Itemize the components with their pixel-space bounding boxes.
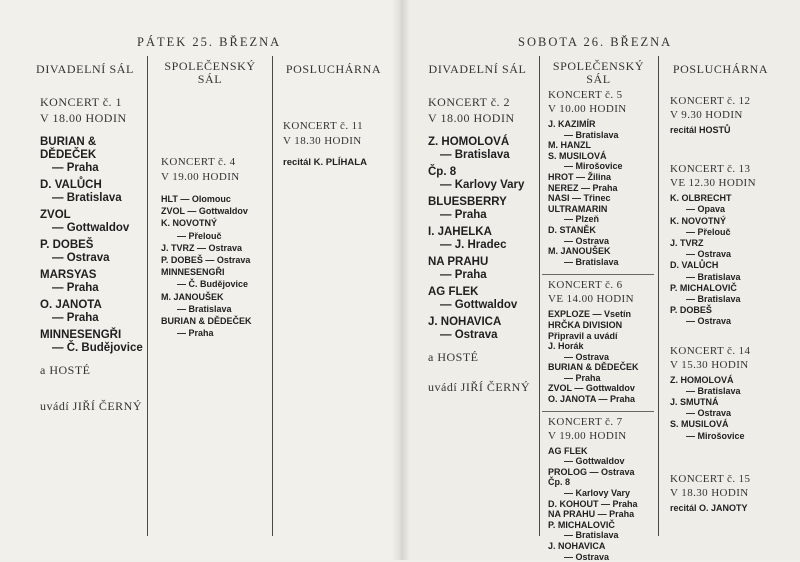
performer-city: — Ostrava	[564, 551, 610, 562]
concert-time: V 19.00 HODIN	[161, 171, 240, 183]
performer-city: — Bratislava	[686, 294, 741, 305]
concert-time: V 18.30 HODIN	[670, 486, 749, 499]
concert-title: KONCERT č. 14	[670, 344, 751, 357]
friday-column-divider-2	[272, 56, 273, 536]
performer-line: K. NOVOTNÝ	[670, 215, 727, 226]
performer-city: — Bratislava	[686, 385, 741, 396]
performer-line: S. MUSILOVÁ	[670, 419, 729, 430]
friday-column-divider-1	[147, 56, 148, 536]
concert-block	[670, 94, 780, 136]
performer-line: J. SMUTNÁ	[670, 397, 719, 408]
saturday-hall-header: DIVADELNÍ SÁL	[428, 62, 527, 76]
performer-line: EXPLOZE — Vsetín	[548, 309, 632, 320]
concert-lines	[548, 309, 656, 404]
performer-line: HRČKA DIVISION	[548, 319, 623, 330]
act-name: DĚDEČEK	[40, 149, 97, 161]
saturday-host: uvádí JIŘÍ ČERNÝ	[428, 380, 530, 394]
act-city: — Karlovy Vary	[440, 179, 525, 191]
act-name: BURIAN &	[40, 136, 97, 148]
performer-city: — Karlovy Vary	[564, 488, 631, 499]
performer-city: — Gottwaldov	[564, 456, 625, 467]
concert-lines	[548, 119, 656, 267]
friday-lecture-header: POSLUCHÁRNA	[285, 62, 382, 76]
performer-line: HROT — Žilina	[548, 171, 611, 182]
performer-city: — Bratislava	[177, 303, 232, 314]
friday-social-lines	[161, 193, 252, 339]
concert-title: KONCERT č. 1	[40, 95, 123, 109]
saturday-column-divider-2	[658, 56, 659, 536]
concert-block	[670, 162, 780, 327]
performer-city: — Mirošovice	[564, 161, 623, 172]
performer-city: — Ostrava	[686, 316, 732, 327]
concert-lines	[670, 193, 780, 327]
saturday-social-header-line-2: SÁL	[586, 72, 611, 86]
friday-guests: a HOSTÉ	[40, 363, 91, 377]
performer-line: BURIAN & DĚDEČEK	[548, 362, 639, 373]
act-city: — Praha	[440, 209, 487, 221]
concert-title: KONCERT č. 11	[283, 120, 364, 132]
performer-line: recitál HOSTŮ	[670, 125, 731, 135]
performer-line: NA PRAHU — Praha	[548, 509, 635, 520]
concert-time: VE 14.00 HODIN	[548, 293, 634, 306]
friday-social-program	[161, 155, 252, 339]
act-city: — Ostrava	[52, 252, 110, 264]
performer-line: Čp. 8	[548, 477, 571, 488]
performer-line: PROLOG — Ostrava	[548, 466, 635, 477]
concert-lines	[670, 503, 780, 514]
performer-line: J. TVRZ — Ostrava	[161, 242, 243, 253]
performer-city: — Č. Budějovice	[177, 279, 249, 290]
concert-block	[670, 344, 780, 442]
friday-lecture-program	[283, 119, 367, 168]
performer-line: HLT — Olomouc	[161, 194, 231, 204]
performer-city: — Přelouč	[686, 226, 731, 237]
concert-block	[670, 472, 780, 514]
performer-line: Připravil a uvádí	[548, 330, 618, 341]
performer-line: J. TVRZ	[670, 238, 704, 249]
act-name: D. VALŮCH	[40, 179, 102, 191]
act-name: BLUESBERRY	[428, 196, 507, 208]
concert-time: V 15.30 HODIN	[670, 358, 749, 371]
saturday-social-header	[541, 60, 656, 86]
performer-city: — Opava	[686, 204, 726, 215]
act-name: MINNESENGŘI	[40, 329, 122, 341]
concert-title: KONCERT č. 2	[428, 95, 511, 109]
act-city: — Gottwaldov	[52, 222, 130, 234]
concert-time: V 10.00 HODIN	[548, 103, 627, 115]
performer-line: M. JANOUŠEK	[548, 246, 611, 257]
friday-social-header-line-1: SPOLEČENSKÝ	[164, 59, 256, 73]
concert-title: KONCERT č. 13	[670, 163, 751, 176]
act-name: I. JAHELKA	[428, 226, 492, 238]
act-name: J. NOHAVICA	[428, 316, 502, 328]
friday-host: uvádí JIŘÍ ČERNÝ	[40, 399, 142, 413]
act-name: P. DOBEŠ	[40, 239, 94, 251]
friday-social-header-line-2: SÁL	[197, 72, 223, 86]
concert-time: VE 12.30 HODIN	[670, 177, 756, 190]
act-city: — Praha	[440, 269, 487, 281]
act-name: ZVOL	[40, 209, 71, 221]
performer-city: — Ostrava	[564, 235, 610, 246]
performer-line: BURIAN & DĚDEČEK	[161, 316, 252, 327]
concert-block	[548, 88, 656, 267]
act-name: AG FLEK	[428, 286, 479, 298]
act-city: — Praha	[52, 312, 99, 324]
concert-time: V 18.00 HODIN	[40, 111, 127, 125]
performer-line: AG FLEK	[548, 445, 588, 456]
performer-line: D. KOHOUT — Praha	[548, 498, 638, 509]
concert-time: V 18.00 HODIN	[428, 111, 515, 125]
performer-city: — Ostrava	[564, 351, 610, 362]
performer-line: MINNESENGŘI	[161, 267, 225, 278]
performer-city: — Bratislava	[564, 530, 619, 541]
page-fold	[392, 0, 410, 560]
act-city: — J. Hradec	[440, 239, 507, 251]
act-city: — Praha	[52, 282, 99, 294]
saturday-social-program	[548, 88, 656, 562]
performer-line: K. OLBRECHT	[670, 193, 732, 204]
performer-city: — Přelouč	[177, 230, 222, 241]
performer-line: P. DOBEŠ	[670, 305, 712, 316]
performer-line: M. HANZL	[548, 140, 591, 151]
concert-block	[548, 274, 656, 404]
performer-line: P. MICHALOVIČ	[548, 519, 615, 530]
saturday-guests: a HOSTÉ	[428, 350, 479, 364]
concert-lines	[670, 375, 780, 442]
performer-city: — Mirošovice	[686, 430, 745, 441]
saturday-column-divider-1	[539, 56, 540, 536]
performer-line: NEREZ — Praha	[548, 182, 618, 193]
performer-city: — Bratislava	[686, 271, 741, 282]
saturday-lecture-program	[670, 94, 780, 514]
performer-line: P. DOBEŠ — Ostrava	[161, 255, 251, 266]
friday-hall-acts	[40, 136, 143, 355]
performer-line: O. JANOTA — Praha	[548, 394, 636, 405]
performer-line: J. KAZIMÍR	[548, 119, 596, 129]
friday-social-header	[152, 60, 268, 86]
performer-line: K. NOVOTNÝ	[161, 218, 218, 229]
friday-title: PÁTEK 25. BŘEZNA	[137, 35, 282, 49]
performer-line: Z. HOMOLOVÁ	[670, 374, 734, 385]
concert-title: KONCERT č. 15	[670, 472, 751, 485]
concert-title: KONCERT č. 5	[548, 89, 623, 101]
concert-title: KONCERT č. 12	[670, 95, 751, 107]
friday-lecture-recital: recitál K. PLÍHALA	[283, 157, 367, 168]
concert-title: KONCERT č. 6	[548, 279, 623, 292]
act-city: — Bratislava	[52, 192, 122, 204]
act-city: — Ostrava	[440, 329, 498, 341]
act-city: — Gottwaldov	[440, 299, 518, 311]
performer-city: — Ostrava	[686, 408, 732, 419]
act-city: — Praha	[52, 162, 99, 174]
performer-line: D. STANĚK	[548, 224, 596, 235]
act-name: MARSYAS	[40, 269, 97, 281]
saturday-social-header-line-1: SPOLEČENSKÝ	[552, 59, 645, 73]
concert-lines	[548, 446, 656, 562]
concert-time: V 19.00 HODIN	[548, 429, 627, 442]
performer-line: D. VALŮCH	[670, 260, 719, 271]
saturday-hall-acts	[428, 136, 530, 342]
saturday-title: SOBOTA 26. BŘEZNA	[518, 35, 673, 49]
act-name: O. JANOTA	[40, 299, 102, 311]
act-name: NA PRAHU	[428, 256, 489, 268]
performer-line: ZVOL — Gottwaldov	[548, 383, 635, 394]
performer-city: — Praha	[177, 328, 214, 339]
friday-hall-program	[40, 94, 143, 413]
performer-city: — Ostrava	[686, 249, 732, 260]
act-name: Z. HOMOLOVÁ	[428, 136, 510, 148]
performer-line: J. Horák	[548, 341, 584, 352]
performer-city: — Bratislava	[564, 256, 619, 267]
performer-line: NASI — Třinec	[548, 193, 611, 204]
act-city: — Bratislava	[440, 149, 510, 161]
act-name: Čp. 8	[428, 166, 457, 178]
concert-time: V 18.30 HODIN	[283, 135, 362, 147]
friday-hall-header: DIVADELNÍ SÁL	[36, 62, 134, 76]
concert-separator	[542, 274, 654, 275]
concert-separator	[542, 411, 654, 412]
concert-block	[548, 411, 656, 562]
performer-line: J. NOHAVICA	[548, 541, 606, 551]
performer-city: — Praha	[564, 372, 601, 383]
concert-title: KONCERT č. 4	[161, 156, 236, 168]
performer-line: P. MICHALOVIČ	[670, 282, 737, 293]
act-city: — Č. Budějovice	[52, 342, 143, 354]
concert-time: V 9.30 HODIN	[670, 109, 743, 121]
performer-city: — Plzeň	[564, 214, 600, 225]
saturday-lecture-header: POSLUCHÁRNA	[672, 62, 769, 76]
performer-line: recitál O. JANOTY	[670, 502, 748, 513]
saturday-hall-program	[428, 94, 530, 394]
performer-city: — Bratislava	[564, 129, 619, 140]
performer-line: ULTRAMARIN	[548, 203, 608, 214]
concert-lines	[670, 125, 780, 136]
performer-line: M. JANOUŠEK	[161, 291, 224, 302]
performer-line: S. MUSILOVÁ	[548, 150, 607, 161]
performer-line: ZVOL — Gottwaldov	[161, 206, 248, 217]
concert-title: KONCERT č. 7	[548, 415, 623, 428]
